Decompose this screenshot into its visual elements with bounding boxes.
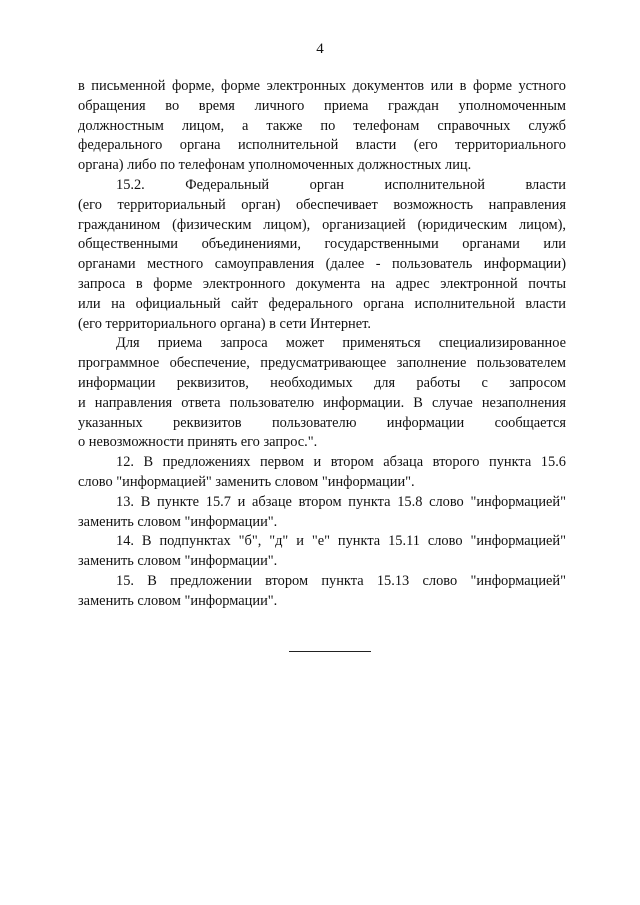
text-line: и направления ответа пользователю информации. В случае незаполнения — [78, 394, 566, 411]
text-line: слово "информацией" заменить словом "информации". — [78, 473, 415, 490]
text-line: Для приема запроса может применяться специализированное — [116, 335, 566, 352]
text-line: о невозможности принять его запрос.". — [78, 434, 318, 451]
text-line: в письменной форме, форме электронных документов или в форме устного — [78, 78, 566, 94]
text-line: заменить словом "информации". — [78, 553, 278, 570]
text-line: общественными объединениями, государственными органами или — [78, 236, 566, 253]
text-line: 15.2. Федеральный орган исполнительной власти — [116, 176, 566, 193]
text-line: обращения во время личного приема граждан уполномоченным — [78, 97, 566, 114]
text-line: запроса в форме электронного документа на адрес электронной почты — [78, 275, 566, 292]
text-line: 13. В пункте 15.7 и абзаце втором пункта 15.8 слово "информацией" — [116, 493, 566, 510]
text-line: 15. В предложении втором пункта 15.13 слово "информацией" — [116, 572, 566, 589]
paragraph-4 — [78, 453, 566, 493]
paragraph-1 — [78, 77, 566, 176]
text-line: (его территориальный орган) обеспечивает возможность направления — [78, 196, 566, 213]
paragraph-7 — [78, 572, 566, 612]
text-line: заменить словом "информации". — [78, 513, 278, 530]
text-line: или на официальный сайт федерального органа исполнительной власти — [78, 295, 566, 312]
text-line: должностным лицом, а также по телефонам справочных служб — [78, 117, 566, 134]
paragraph-5 — [78, 493, 566, 533]
text-line: программное обеспечение, предусматривающее заполнение пользователем — [78, 355, 566, 372]
paragraph-3 — [78, 334, 566, 453]
text-line: 12. В предложениях первом и втором абзаца второго пункта 15.6 — [116, 454, 566, 471]
text-line: органами местного самоуправления (далее - пользователь информации) — [78, 256, 566, 273]
text-line: указанных реквизитов пользователю информации сообщается — [78, 414, 566, 431]
paragraph-6 — [78, 532, 566, 572]
text-line: 14. В подпунктах "б", "д" и "е" пункта 15.11 слово "информацией" — [116, 533, 566, 550]
closing-separator-line — [289, 651, 371, 652]
text-line: (его территориального органа) в сети Интернет. — [78, 315, 371, 332]
document-body — [78, 77, 566, 612]
paragraph-2 — [78, 176, 566, 334]
text-line: гражданином (физическим лицом), организацией (юридическим лицом), — [78, 216, 566, 233]
text-line: информации реквизитов, необходимых для работы с запросом — [78, 374, 566, 391]
text-line: федерального органа исполнительной власти (его территориального — [78, 137, 566, 154]
text-line: заменить словом "информации". — [78, 592, 278, 609]
text-line: органа) либо по телефонам уполномоченных должностных лиц. — [78, 157, 472, 174]
page-number: 4 — [316, 41, 324, 57]
